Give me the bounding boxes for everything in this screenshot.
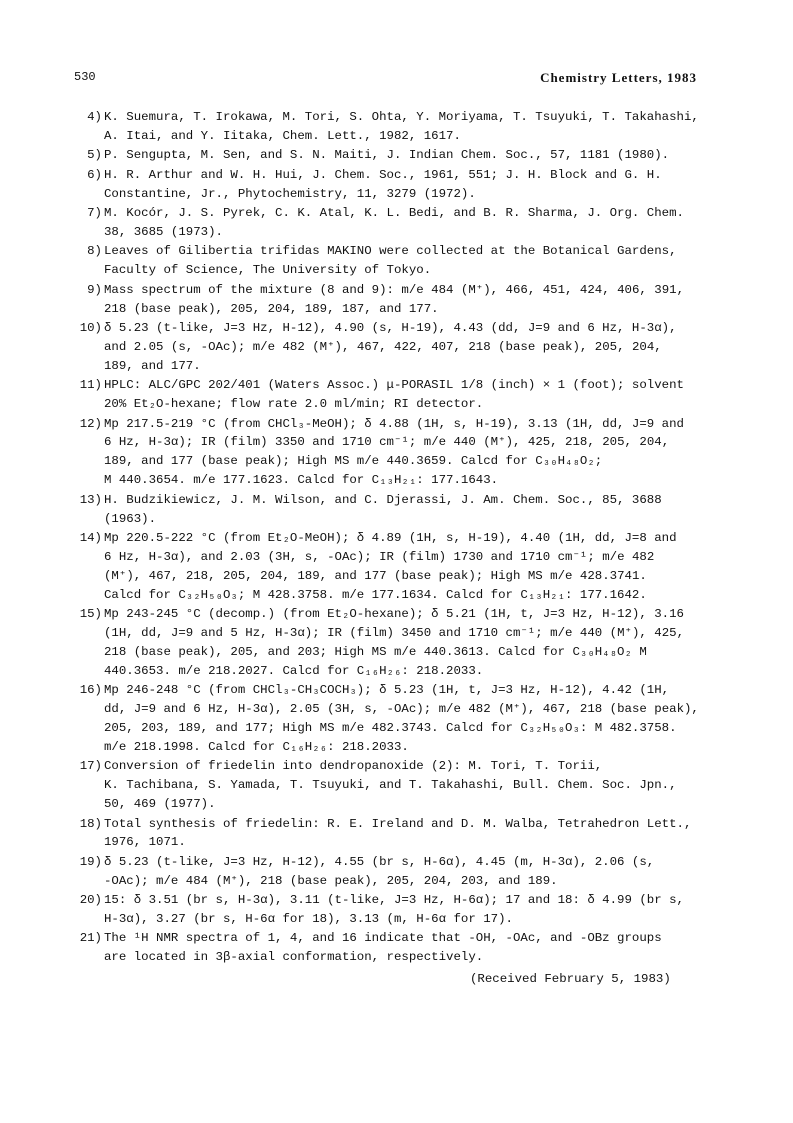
reference-text: δ 5.23 (t-like, J=3 Hz, H-12), 4.90 (s, H-19), 4.43 (dd, J=9 and 6 Hz, H-3α), and 2.05 (s, -OAc); m/e 482 (M⁺), 467, 422, 407, 218 (base peak), 205, 204, 189, and 177. xyxy=(104,320,677,373)
received-date: (Received February 5, 1983) xyxy=(470,972,671,986)
reference-number: 17) xyxy=(79,759,102,774)
reference-text: 15: δ 3.51 (br s, H-3α), 3.11 (t-like, J=3 Hz, H-6α); 17 and 18: δ 4.99 (br s, H-3α), 3.27 (br s, H-6α for 18), 3.13 (m, H-6α for 17). xyxy=(104,893,684,927)
reference-item xyxy=(76,146,716,165)
reference-text: HPLC: ALC/GPC 202/401 (Waters Assoc.) μ-PORASIL 1/8 (inch) × 1 (foot); solvent 20% Et₂O-hexane; flow rate 2.0 ml/min; RI detector. xyxy=(104,378,684,412)
reference-item xyxy=(76,242,716,280)
reference-item xyxy=(76,853,716,891)
reference-text: H. R. Arthur and W. H. Hui, J. Chem. Soc., 1961, 551; J. H. Block and G. H. Constantine, Jr., Phytochemistry, 11, 3279 (1972). xyxy=(104,167,662,201)
reference-item xyxy=(76,204,716,242)
reference-text: δ 5.23 (t-like, J=3 Hz, H-12), 4.55 (br s, H-6α), 4.45 (m, H-3α), 2.06 (s, -OAc); m/e 484 (M⁺), 218 (base peak), 205, 204, 203, and 189. xyxy=(104,854,655,888)
reference-text: The ¹H NMR spectra of 1, 4, and 16 indicate that -OH, -OAc, and -OBz groups are located in 3β-axial conformation, respectively. xyxy=(104,931,662,965)
reference-text: Leaves of Gilibertia trifidas MAKINO were collected at the Botanical Gardens, Faculty of Science, The University of Tokyo. xyxy=(104,244,677,278)
reference-number: 13) xyxy=(79,492,102,507)
page-number: 530 xyxy=(74,70,96,84)
reference-item xyxy=(76,815,716,853)
reference-item xyxy=(76,605,716,681)
reference-text: K. Suemura, T. Irokawa, M. Tori, S. Ohta, Y. Moriyama, T. Tsuyuki, T. Takahashi, A. Itai, and Y. Iitaka, Chem. Lett., 1982, 1617. xyxy=(104,110,699,143)
reference-text: Total synthesis of friedelin: R. E. Ireland and D. M. Walba, Tetrahedron Lett., 1976, 1071. xyxy=(104,816,692,850)
reference-number: 21) xyxy=(79,931,102,946)
reference-text: Mp 217.5-219 °C (from CHCl₃-MeOH); δ 4.88 (1H, s, H-19), 3.13 (1H, dd, J=9 and 6 Hz, H-3α); IR (film) 3350 and 1710 cm⁻¹; m/e 440 (M⁺), 425, 218, 205, 204, 189, and 177 (base peak); High MS m/e 440.3659. Calcd for C₃₀H₄₈O₂; M 440.3654. m/e 177.1623. Calcd for C₁₃H₂₁: 177.1643. xyxy=(104,416,684,488)
reference-item xyxy=(76,891,716,929)
reference-item xyxy=(76,281,716,319)
reference-number: 5) xyxy=(87,148,102,163)
reference-item xyxy=(76,681,716,757)
reference-item xyxy=(76,929,716,967)
reference-number: 11) xyxy=(79,378,102,393)
reference-item xyxy=(76,491,716,529)
reference-number: 6) xyxy=(87,167,102,182)
reference-text: Mp 246-248 °C (from CHCl₃-CH₃COCH₃); δ 5.23 (1H, t, J=3 Hz, H-12), 4.42 (1H, dd, J=9 and 6 Hz, H-3α), 2.05 (3H, s, -OAc); m/e 482 (M⁺), 467, 218 (base peak), 205, 203, 189, and 177; High MS m/e 482.3743. Calcd for C₃₂H₅₀O₃: M 482.3758. m/e 218.1998. Calcd for C₁₆H₂₆: 218.2033. xyxy=(104,683,699,754)
reference-item xyxy=(76,319,716,376)
reference-number: 7) xyxy=(87,206,102,221)
journal-title: Chemistry Letters, 1983 xyxy=(540,70,697,85)
reference-number: 4) xyxy=(87,110,102,124)
reference-text: Mp 220.5-222 °C (from Et₂O-MeOH); δ 4.89 (1H, s, H-19), 4.40 (1H, dd, J=8 and 6 Hz, H-3α), and 2.03 (3H, s, -OAc); IR (film) 1730 and 1710 cm⁻¹; m/e 482 (M⁺), 467, 218, 205, 204, 189, and 177 (base peak); High MS m/e 428.3741. Calcd for C₃₂H₅₀O₃; M 428.3758. m/e 177.1634. Calcd for C₁₃H₂₁: 177.1642. xyxy=(104,530,677,602)
reference-list xyxy=(76,108,716,968)
reference-text: Conversion of friedelin into dendropanoxide (2): M. Tori, T. Torii, K. Tachibana, S. Yamada, T. Tsuyuki, and T. Takahashi, Bull. Chem. Soc. Jpn., 50, 469 (1977). xyxy=(104,759,677,812)
reference-number: 18) xyxy=(79,816,102,831)
reference-number: 15) xyxy=(79,607,102,622)
reference-number: 20) xyxy=(79,893,102,908)
reference-item xyxy=(76,376,716,414)
reference-item xyxy=(76,529,716,605)
reference-number: 19) xyxy=(79,854,102,869)
reference-text: Mp 243-245 °C (decomp.) (from Et₂O-hexane); δ 5.21 (1H, t, J=3 Hz, H-12), 3.16 (1H, dd, J=9 and 5 Hz, H-3α); IR (film) 3450 and 1710 cm⁻¹; m/e 440 (M⁺), 425, 218 (base peak), 205, and 203; High MS m/e 440.3613. Calcd for C₃₀H₄₈O₂ M 440.3653. m/e 218.2027. Calcd for C₁₆H₂₆: 218.2033. xyxy=(104,607,685,678)
reference-text: P. Sengupta, M. Sen, and S. N. Maiti, J. Indian Chem. Soc., 57, 1181 (1980). xyxy=(104,148,670,163)
page-header xyxy=(74,70,697,86)
reference-item xyxy=(76,757,716,814)
reference-text: H. Budzikiewicz, J. M. Wilson, and C. Djerassi, J. Am. Chem. Soc., 85, 3688 (1963). xyxy=(104,492,662,526)
reference-number: 12) xyxy=(79,416,102,431)
reference-text: Mass spectrum of the mixture (8 and 9): m/e 484 (M⁺), 466, 451, 424, 406, 391, 218 (base peak), 205, 204, 189, 187, and 177. xyxy=(104,282,685,316)
reference-item xyxy=(76,415,716,491)
reference-number: 8) xyxy=(87,244,102,259)
reference-text: M. Kocór, J. S. Pyrek, C. K. Atal, K. L. Bedi, and B. R. Sharma, J. Org. Chem. 38, 3685 (1973). xyxy=(104,206,684,239)
reference-number: 9) xyxy=(87,282,102,297)
reference-number: 14) xyxy=(79,530,102,545)
reference-number: 10) xyxy=(79,320,102,335)
reference-number: 16) xyxy=(79,683,102,698)
reference-item xyxy=(76,166,716,204)
reference-item xyxy=(76,108,716,146)
